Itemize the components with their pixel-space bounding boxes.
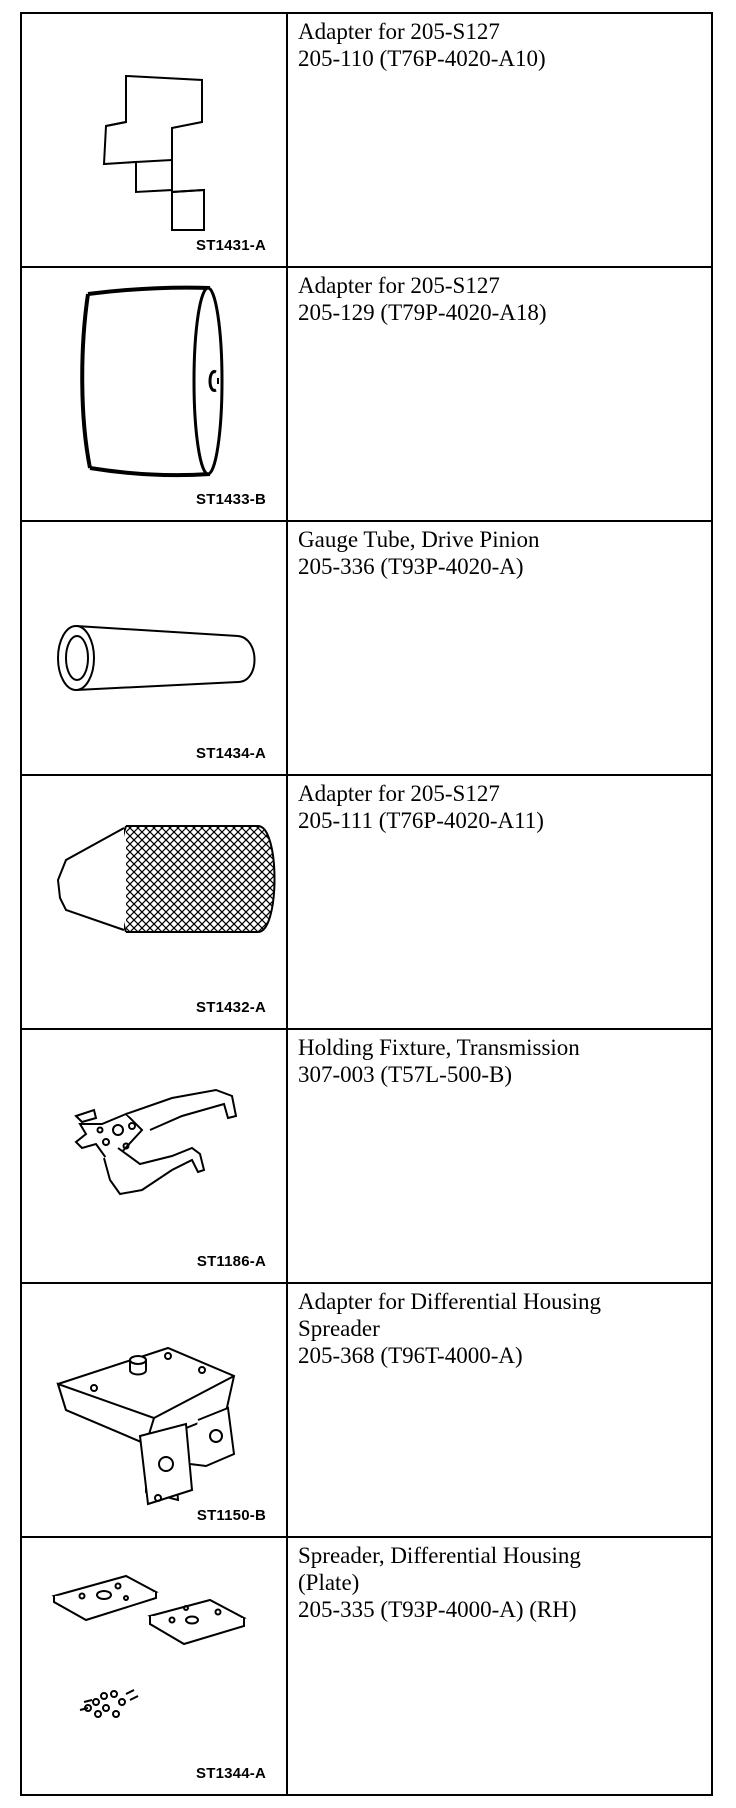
tool-illustration-cell: [22, 1030, 288, 1282]
tool-illustration-cell: [22, 522, 288, 774]
tool-description-line: Spreader: [298, 1316, 380, 1341]
tool-description-line: Gauge Tube, Drive Pinion: [298, 527, 540, 552]
tool-code: ST1150-B: [196, 1507, 266, 1524]
tool-description-line: (Plate): [298, 1570, 360, 1595]
tool-description: [288, 1284, 711, 1536]
tool-description-line: 205-110 (T76P-4020-A10): [298, 46, 546, 71]
tool-description-line: Adapter for 205-S127: [298, 19, 500, 44]
cylinder-adapter-icon: [22, 268, 288, 520]
tool-row: [22, 522, 711, 776]
tool-code: ST1344-A: [196, 1765, 266, 1782]
tool-row: [22, 1284, 711, 1538]
tool-description: [288, 1538, 711, 1794]
l-shaped-adapter-icon: [22, 14, 288, 266]
tool-description: [288, 776, 711, 1028]
tool-code: ST1186-A: [196, 1253, 266, 1270]
tool-row: [22, 1538, 711, 1794]
tool-description-line: 205-368 (T96T-4000-A): [298, 1343, 523, 1368]
knurled-adapter-icon: [22, 776, 288, 1028]
tool-description-line: Adapter for Differential Housing: [298, 1289, 601, 1314]
tool-description-line: 307-003 (T57L-500-B): [298, 1062, 512, 1087]
tool-row: [22, 1030, 711, 1284]
tool-description: [288, 268, 711, 520]
tool-row: [22, 14, 711, 268]
holding-fixture-icon: [22, 1030, 288, 1282]
tool-description-line: 205-129 (T79P-4020-A18): [298, 300, 547, 325]
tool-illustration-cell: [22, 1284, 288, 1536]
spreader-plates-icon: [22, 1538, 288, 1790]
tool-illustration-cell: [22, 1538, 288, 1794]
tool-description-line: 205-111 (T76P-4020-A11): [298, 808, 544, 833]
tool-description: [288, 1030, 711, 1282]
tool-code: ST1432-A: [196, 999, 266, 1016]
special-tools-table: [20, 12, 713, 1796]
tool-code: ST1434-A: [196, 745, 266, 762]
tool-description-line: Holding Fixture, Transmission: [298, 1035, 580, 1060]
tool-illustration-cell: [22, 776, 288, 1028]
tool-row: [22, 268, 711, 522]
gauge-tube-icon: [22, 522, 288, 774]
tool-description-line: Adapter for 205-S127: [298, 781, 500, 806]
tool-illustration-cell: [22, 14, 288, 266]
tool-description: [288, 14, 711, 266]
tool-description-line: Spreader, Differential Housing: [298, 1543, 581, 1568]
tool-illustration-cell: [22, 268, 288, 520]
tool-description-line: 205-336 (T93P-4020-A): [298, 554, 524, 579]
tool-code: ST1431-A: [196, 237, 266, 254]
spreader-adapter-icon: [22, 1284, 288, 1536]
tool-code: ST1433-B: [196, 491, 266, 508]
tool-row: [22, 776, 711, 1030]
tool-description-line: 205-335 (T93P-4000-A) (RH): [298, 1597, 577, 1622]
tool-description-line: Adapter for 205-S127: [298, 273, 500, 298]
tool-description: [288, 522, 711, 774]
